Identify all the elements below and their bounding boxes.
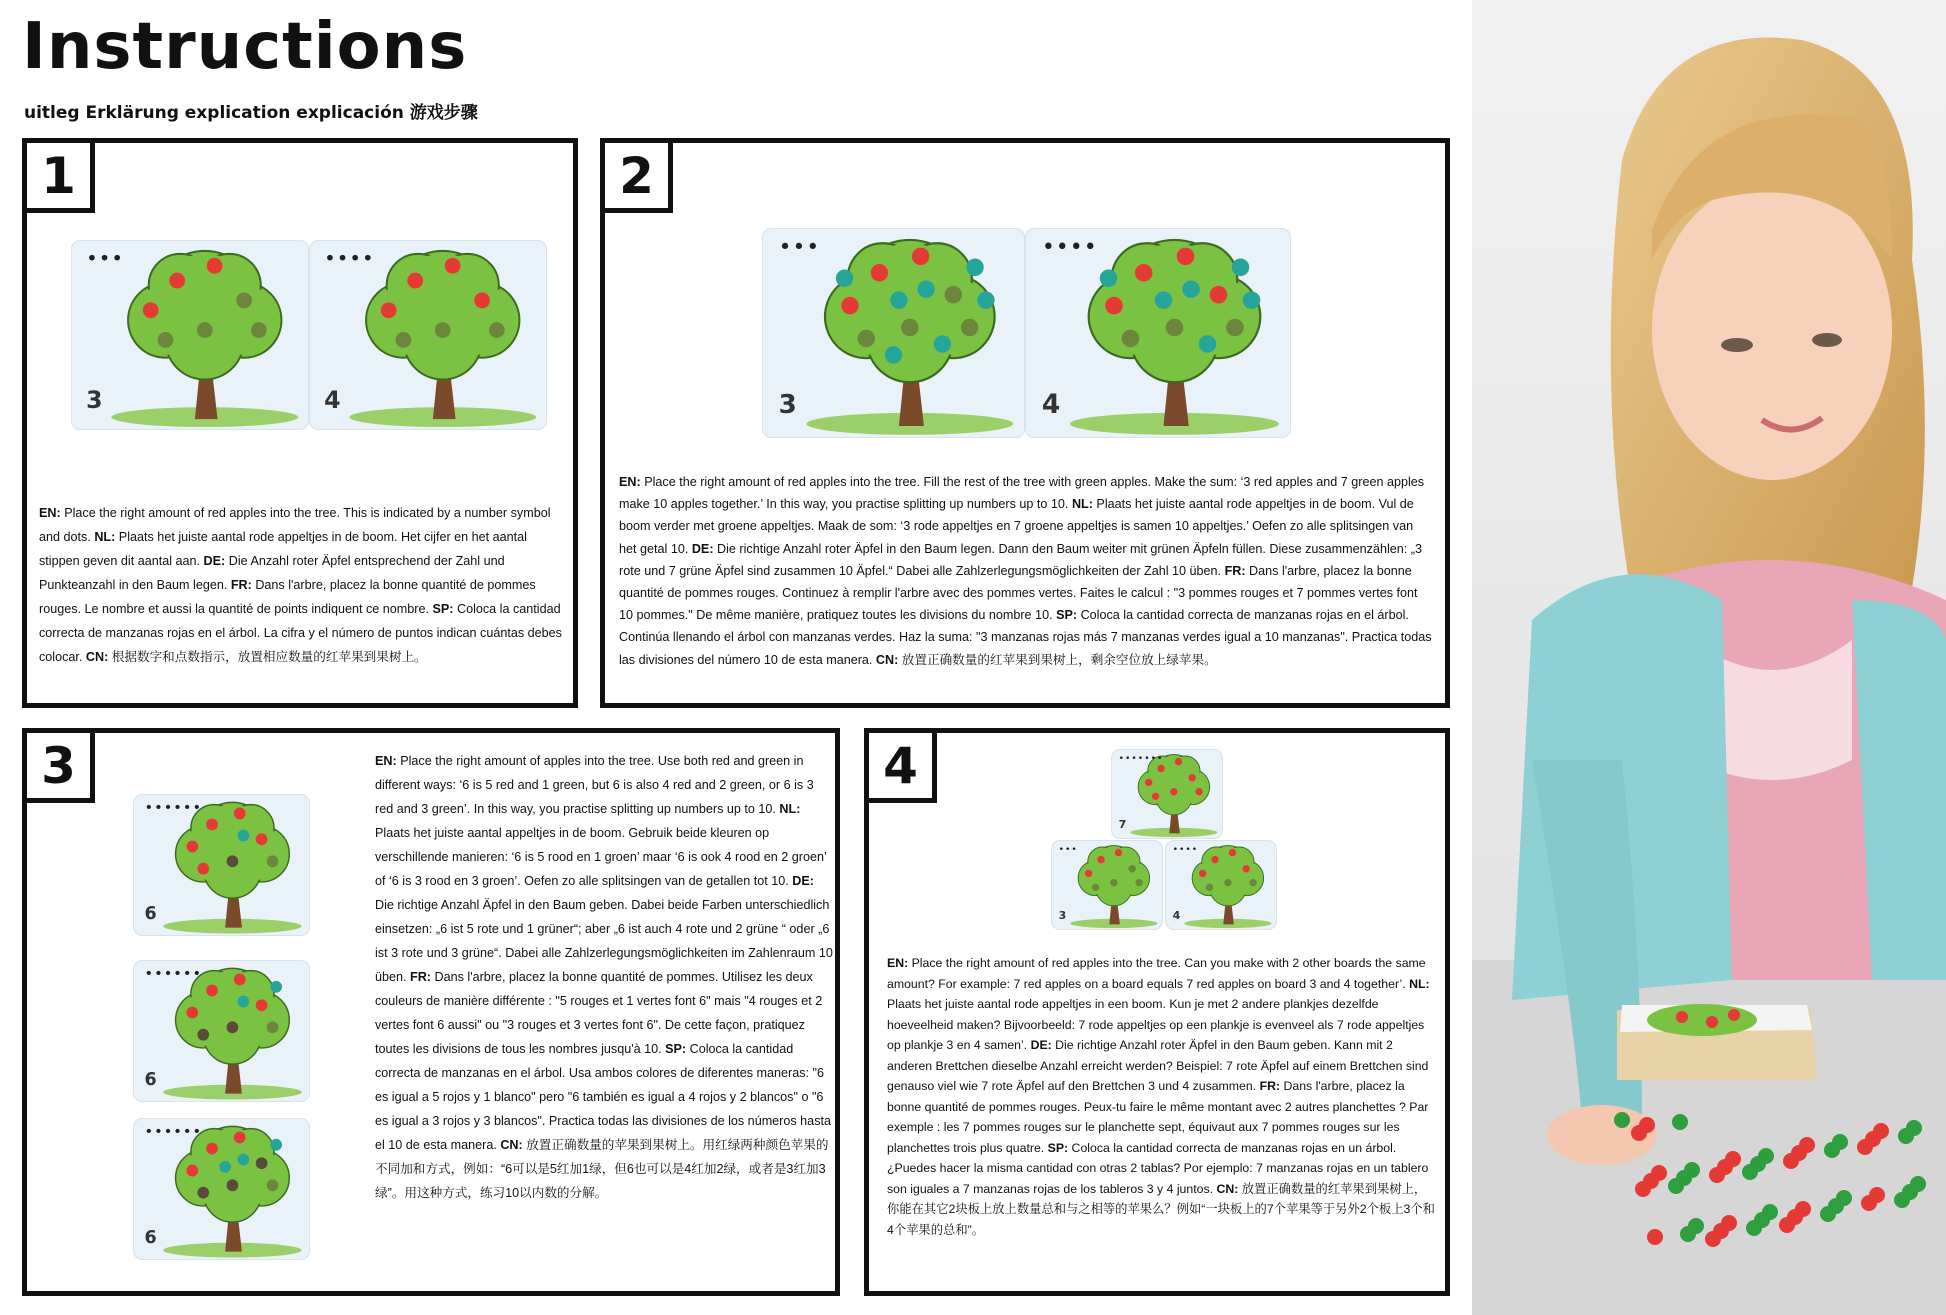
instruction-segment: Plaats het juiste aantal appeltjes in de boom. Gebruik beide kleuren op verschillende manieren: ‘6 is 5 rood en 1 groen’ maar ‘6 is ook 4 rood en 2 groen’ of ‘6 is 3 rood en 3 groen’. Oefen zo alle splitsingen van de getallen tot 10.: [375, 826, 827, 888]
instruction-segment: Die Anzahl roter Äpfel entsprechend der Zahl und Punkteanzahl in den Baum legen.: [39, 554, 505, 592]
card-dots: ••••••: [144, 1122, 203, 1140]
instruction-segment: 放置正确数量的红苹果到果树上，剩余空位放上绿苹果。: [898, 652, 1217, 667]
instruction-segment: Plaats het juiste aantal rode appeltjes in de boom. Het cijfer en het aantal stippen geven dit aantal aan.: [39, 530, 527, 568]
language-code: FR:: [230, 578, 252, 592]
card-dots: •••: [778, 235, 821, 261]
instruction-segment: Place the right amount of red apples into the tree. Can you make with 2 other boards the same amount? For example: 7 red apples on a board equals 7 red apples on board 3 and 4 together’.: [887, 956, 1426, 991]
tree-card: [1112, 750, 1222, 838]
card-dots: ••••: [1041, 235, 1098, 261]
tree-card: [1052, 841, 1162, 929]
instruction-segment: Plaats het juiste aantal rode appeltjes in de boom. Vul de boom verder met groene appeltjes. Maak de som: ‘3 rode appeltjes en 7 groene appeltjes is samen 10 appeltjes.’ Oefen zo alle splitsingen van het getal 10.: [619, 497, 1414, 556]
instruction-segment: Coloca la cantidad correcta de manzanas rojas en un árbol. ¿Puedes hacer la misma cantidad con otras 2 tablas? Por ejemplo: 7 manzanas rojas en un tablero son iguales a 7 manzanas rojas de los tableros 3 y 4 juntos.: [887, 1140, 1429, 1196]
card-dots: ••••: [1172, 843, 1199, 855]
language-code: SP:: [665, 1042, 687, 1056]
tree-illustration: [1026, 229, 1290, 437]
tree-card: [134, 961, 309, 1101]
instruction-segment: Dans l'arbre, placez la bonne quantité de pommes rouges. Peux-tu faire le même montant avec 2 autres planchettes ? Par exemple : les 7 pommes rouges sur le planchette sept, équivaut aux 7 pommes rouges sur les planchettes trois plus quatre.: [887, 1079, 1429, 1155]
card-number: 7: [1118, 817, 1127, 831]
card-number: 3: [778, 390, 797, 421]
tree-card: [763, 229, 1024, 437]
step-number: 2: [605, 143, 673, 213]
language-code: DE:: [691, 541, 714, 556]
tree-card: [310, 241, 546, 429]
card-number: 6: [144, 1069, 157, 1090]
language-code: DE:: [203, 554, 226, 568]
card-dots: ••••••: [144, 798, 203, 816]
instruction-segment: 放置正确数量的红苹果到果树上，你能在其它2块板上放上数量总和与之相等的苹果么？例如“一块板上的7个苹果等于另外2个板上3个和4个苹果的总和”。: [887, 1181, 1435, 1237]
tree-illustration: [134, 795, 309, 935]
language-code: NL:: [94, 530, 116, 544]
card-number: 6: [144, 1227, 157, 1248]
card-dots: ••••: [324, 246, 375, 270]
language-code: NL:: [1071, 497, 1093, 512]
language-code: EN:: [39, 506, 61, 520]
card-number: 4: [1041, 389, 1061, 421]
instruction-segment: 根据数字和点数指示，放置相应数量的红苹果到果树上。: [108, 650, 427, 664]
instruction-panel-2: [600, 138, 1450, 708]
instruction-segment: Place the right amount of red apples into the tree. Fill the rest of the tree with green apples. Make the sum: ‘3 red apples and 7 green apples make 10 apples together.’ In this way, you practise splitting up numbers up to 10.: [619, 475, 1425, 512]
card-number: 4: [1172, 908, 1181, 922]
language-code: NL:: [1409, 976, 1430, 991]
tree-illustration: [763, 229, 1024, 437]
card-number: 3: [1058, 908, 1067, 922]
language-code: FR:: [1224, 563, 1246, 578]
language-code: SP:: [1056, 608, 1078, 623]
instruction-panel-3: [22, 728, 840, 1296]
card-dots: •••: [1058, 843, 1078, 855]
tree-card: [1166, 841, 1276, 929]
instruction-segment: Coloca la cantidad correcta de manzanas rojas en el árbol. Continúa llenando el árbol con manzanas verdes. Haz la suma: "3 manzanas rojas más 7 manzanas verdes igual a 10 manzanas". Practica todas las divisiones del número 10 de esta manera.: [619, 608, 1432, 667]
instruction-segment: 放置正确数量的苹果到果树上。用红绿两种颜色苹果的不同加和方式，例如：“6可以是5红加1绿，但6也可以是4红加2绿，或者是3红加3绿”。用这种方式，练习10以内数的分解。: [375, 1138, 829, 1200]
language-code: FR:: [1259, 1079, 1281, 1093]
step-number: 1: [27, 143, 95, 213]
instruction-segment: Coloca la cantidad correcta de manzanas rojas en el árbol. La cifra y el número de puntos indican cuántas debes colocar.: [39, 602, 562, 664]
language-code: DE:: [1030, 1038, 1052, 1052]
language-code: EN:: [619, 475, 641, 489]
instruction-segment: Die richtige Anzahl Äpfel in den Baum geben. Dabei beide Farben unterschiedlich einsetzen: „6 ist 5 rote und 1 grüner“; aber „6 ist auch 4 rote und 2 grüne “ oder „6 ist 3 rote und 3 grüne“. Dabei alle Zahlzerlegungsmöglichkeiten im Zahlenraum 10 üben.: [375, 898, 833, 984]
card-dots: •••: [86, 246, 124, 270]
child-playing-photo: [1472, 0, 1946, 1315]
tree-card: [134, 795, 309, 935]
instruction-segment: Dans l'arbre, placez la bonne quantité de pommes rouges. Continuez à remplir l'arbre avec des pommes vertes. Faites le calcul : "3 pommes rouges et 7 pommes vertes font 10 pommes." De même manière, pratiquez toutes les divisions du nombre 10.: [619, 563, 1418, 623]
language-code: SP:: [1047, 1140, 1069, 1155]
instruction-panel-4: [864, 728, 1450, 1296]
page-title: Instructions: [22, 10, 468, 84]
card-number: 3: [86, 385, 103, 414]
instruction-segment: Place the right amount of red apples into the tree. This is indicated by a number symbol and dots.: [39, 506, 551, 544]
language-code: SP:: [432, 602, 454, 616]
instruction-segment: Die richtige Anzahl roter Äpfel in den Baum geben. Kann mit 2 anderen Brettchen dieselbe Anzahl erreicht werden? Beispiel: 7 rote Äpfel auf einem Brettchen sind genauso viel wie 7 rote Äpfel auf den Brettchen 3 und 4 zusammen.: [887, 1038, 1429, 1093]
instruction-segment: Dans l'arbre, placez la bonne quantité de pommes. Utilisez les deux couleurs de manière différente : "5 rouges et 1 vertes font 6" mais "4 rouges et 2 vertes font 6 aussi" ou "3 rouges et 3 vertes font 6". De cette façon, pratiquez toutes les divisions de tous les nombres jusqu'à 10.: [375, 970, 823, 1056]
instruction-text: [375, 749, 835, 1205]
language-code: CN:: [1216, 1181, 1239, 1196]
card-dots: •••••••: [1118, 752, 1164, 764]
language-code: CN:: [85, 650, 109, 664]
language-code: CN:: [500, 1138, 523, 1152]
tree-card: [134, 1119, 309, 1259]
language-code: EN:: [887, 956, 909, 970]
tree-illustration: [134, 961, 309, 1101]
step-number: 3: [27, 733, 95, 803]
instruction-text: [39, 501, 564, 669]
page-subtitle: uitleg Erklärung explication explicación 游戏步骤: [24, 103, 478, 123]
tree-card: [72, 241, 308, 429]
card-number: 4: [324, 385, 341, 414]
language-code: CN:: [875, 652, 899, 667]
tree-illustration: [134, 1119, 309, 1259]
language-code: NL:: [779, 802, 801, 816]
instruction-segment: Coloca la cantidad correcta de manzanas en el árbol. Usa ambos colores de diferentes maneras: "6 es igual a 5 rojos y 1 blanco" pero "6 también es igual a 4 rojos y 2 blancos" o "6 es igual a 3 rojos y 3 blancos". Practica todas las divisiones de los números hasta el 10 de esta manera.: [375, 1042, 831, 1152]
instruction-segment: Place the right amount of apples into the tree. Use both red and green in different ways: ‘6 is 5 red and 1 green, but 6 is also 4 red and 2 green, or 6 is 3 red and 3 green’. In this way, you practise splitting up numbers up to 10.: [375, 754, 814, 816]
instruction-text: [887, 953, 1437, 1240]
language-code: EN:: [375, 754, 397, 768]
card-number: 6: [144, 903, 157, 924]
step-number: 4: [869, 733, 937, 803]
instruction-segment: Plaats het juiste aantal rode appeltjes in een boom. Kun je met 2 andere plankjes dezelfde hoeveelheid maken? Bijvoorbeeld: 7 rode appeltjes op een plankje is evenveel als 7 rode appeltjes op plankje 3 en 4 samen’.: [887, 997, 1425, 1052]
language-code: DE:: [792, 874, 814, 888]
instruction-panel-1: [22, 138, 578, 708]
instruction-text: [619, 471, 1434, 671]
instruction-segment: Dans l'arbre, placez la bonne quantité de pommes rouges. Le nombre et aussi la quantité de points indiquent ce nombre.: [39, 578, 536, 616]
tree-card: [1026, 229, 1290, 437]
card-dots: ••••••: [144, 964, 203, 982]
instruction-segment: Die richtige Anzahl roter Äpfel in den Baum legen. Dann den Baum weiter mit grünen Äpfeln füllen. Diese zusammenzählen: „3 rote und 7 grüne Äpfel sind zusammen 10 Äpfel.“ Dabei alle Zahlzerlegungsmöglichkeiten der Zahl 10 üben.: [619, 541, 1422, 578]
language-code: FR:: [410, 970, 431, 984]
